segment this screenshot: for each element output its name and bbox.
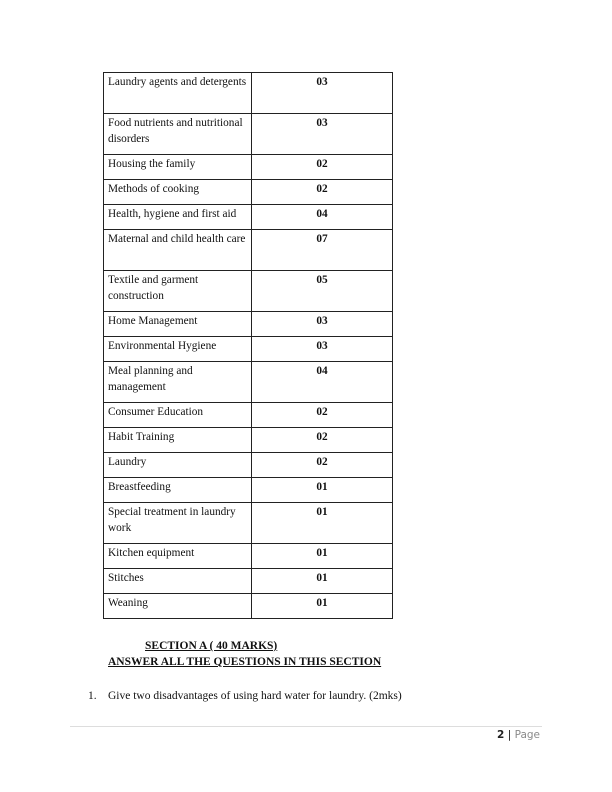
topic-cell: Environmental Hygiene: [104, 337, 252, 362]
topic-marks-table: [103, 72, 393, 619]
footer-separator: |: [504, 729, 515, 741]
marks-cell: 04: [252, 205, 393, 230]
topic-cell: Textile and garment construction: [104, 271, 252, 312]
page-label: Page: [514, 729, 540, 741]
table-row: [104, 569, 393, 594]
table-row: [104, 362, 393, 403]
marks-cell: 03: [252, 337, 393, 362]
topic-cell: Weaning: [104, 594, 252, 619]
table-row: [104, 594, 393, 619]
section-title: SECTION A ( 40 MARKS): [145, 640, 278, 652]
topic-cell: Laundry agents and detergents: [104, 73, 252, 114]
footer-divider: [70, 726, 542, 727]
page-footer: [497, 729, 540, 741]
table-row: [104, 73, 393, 114]
marks-cell: 01: [252, 544, 393, 569]
topic-cell: Breastfeeding: [104, 478, 252, 503]
table-row: [104, 337, 393, 362]
topic-cell: Health, hygiene and first aid: [104, 205, 252, 230]
marks-cell: 02: [252, 180, 393, 205]
marks-cell: 02: [252, 155, 393, 180]
marks-cell: 07: [252, 230, 393, 271]
table-row: [104, 312, 393, 337]
topic-cell: Food nutrients and nutritional disorders: [104, 114, 252, 155]
table-row: [104, 271, 393, 312]
topic-cell: Home Management: [104, 312, 252, 337]
marks-cell: 02: [252, 403, 393, 428]
table-row: [104, 155, 393, 180]
question-number: 1.: [88, 690, 97, 702]
marks-cell: 02: [252, 453, 393, 478]
marks-cell: 01: [252, 594, 393, 619]
topic-cell: Habit Training: [104, 428, 252, 453]
marks-cell: 05: [252, 271, 393, 312]
topic-cell: Stitches: [104, 569, 252, 594]
marks-cell: 03: [252, 73, 393, 114]
marks-cell: 03: [252, 312, 393, 337]
table-row: [104, 180, 393, 205]
table-row: [104, 544, 393, 569]
topic-cell: Maternal and child health care: [104, 230, 252, 271]
section-instruction: ANSWER ALL THE QUESTIONS IN THIS SECTION: [108, 656, 382, 668]
topic-cell: Laundry: [104, 453, 252, 478]
table-row: [104, 453, 393, 478]
question-text: Give two disadvantages of using hard water for laundry. (2mks): [108, 690, 402, 702]
table-row: [104, 205, 393, 230]
topic-cell: Consumer Education: [104, 403, 252, 428]
topic-cell: Meal planning and management: [104, 362, 252, 403]
table-row: [104, 428, 393, 453]
marks-cell: 01: [252, 503, 393, 544]
table-row: [104, 478, 393, 503]
question-1: [88, 690, 402, 702]
topic-cell: Methods of cooking: [104, 180, 252, 205]
table-row: [104, 114, 393, 155]
marks-cell: 03: [252, 114, 393, 155]
marks-cell: 04: [252, 362, 393, 403]
marks-cell: 02: [252, 428, 393, 453]
table-row: [104, 403, 393, 428]
marks-cell: 01: [252, 478, 393, 503]
table-row: [104, 230, 393, 271]
marks-cell: 01: [252, 569, 393, 594]
topic-cell: Housing the family: [104, 155, 252, 180]
topic-cell: Special treatment in laundry work: [104, 503, 252, 544]
page-number: 2: [497, 729, 505, 741]
table-row: [104, 503, 393, 544]
topic-cell: Kitchen equipment: [104, 544, 252, 569]
